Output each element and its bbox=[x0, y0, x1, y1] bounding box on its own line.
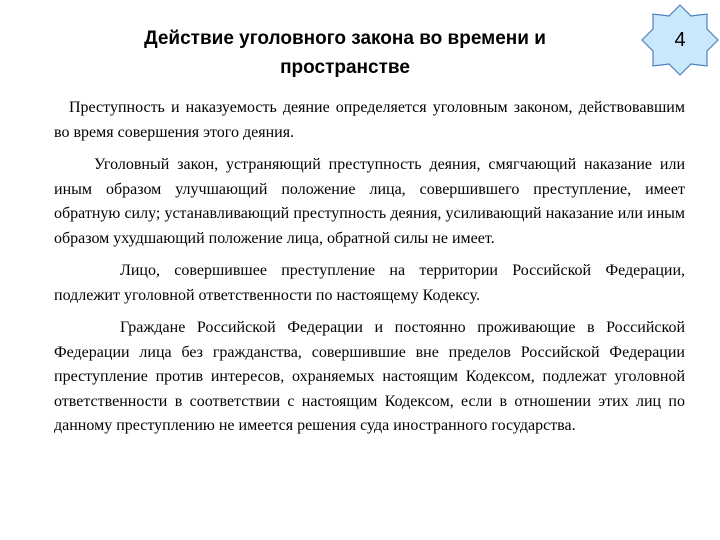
slide-body bbox=[54, 96, 685, 447]
page-number: 4 bbox=[674, 29, 686, 51]
slide-title: Действие уголовного закона во времени и пространстве bbox=[144, 28, 546, 78]
paragraph-territory: Лицо, совершившее преступление на территории Российской Федерации, подлежит уголовной ответственности по настоящему Кодексу. bbox=[54, 262, 685, 304]
paragraph-time-effect: Преступность и наказуемость деяние определяется уголовным законом, действовавшим во время совершения этого деяния. bbox=[54, 99, 685, 141]
paragraph-citizens-abroad: Граждане Российской Федерации и постоянно проживающие в Российской Федерации лица без гражданства, совершившие вне пределов Российской Федерации преступление против интересов, охраняемых настоящим Кодексом, подлежат уголовной ответственности в соответствии с настоящим Кодексом, если в отношении этих лиц по данному преступлению не имеется решения суда иностранного государства. bbox=[54, 319, 685, 434]
paragraph-retroactive-force: Уголовный закон, устраняющий преступность деяния, смягчающий наказание или иным образом улучшающий положение лица, совершившего преступление, имеет обратную силу; устанавливающий преступность деяния, усиливающий наказание или иным образом ухудшающий положение лица, обратной силы не имеет. bbox=[54, 156, 685, 247]
page-number-badge bbox=[640, 2, 720, 78]
